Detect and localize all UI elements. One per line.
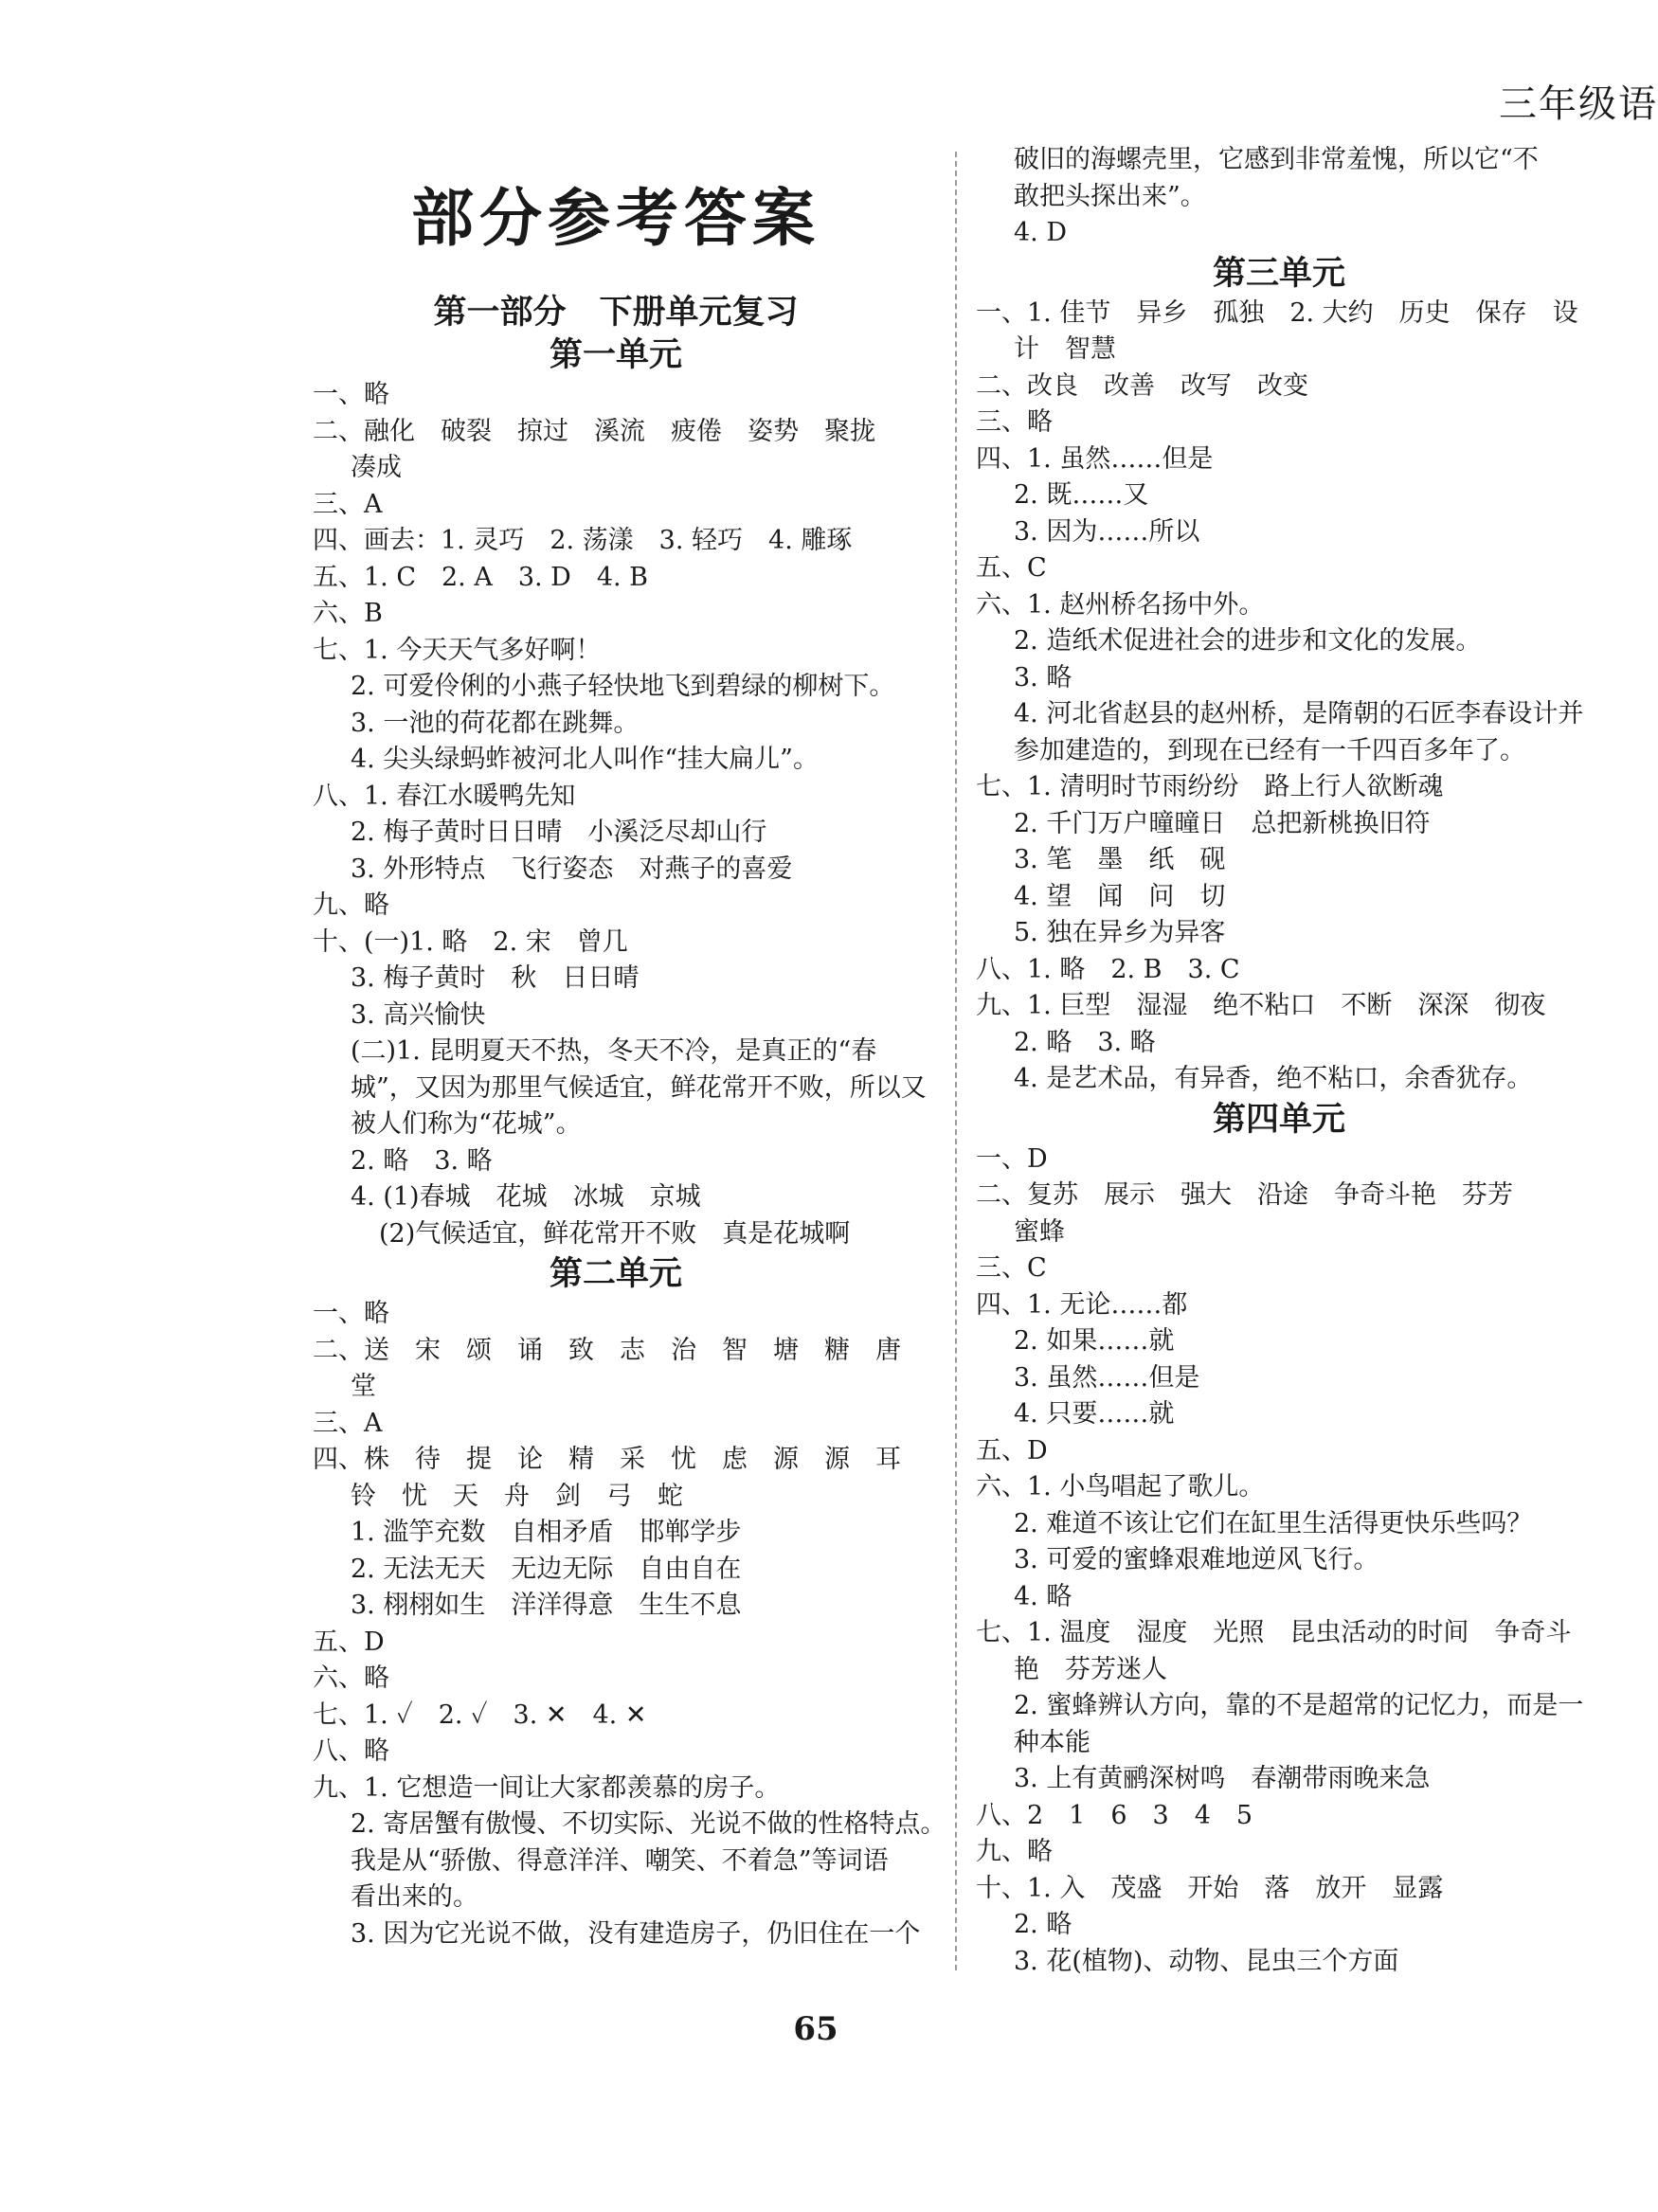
answer-line: 2. 既……又 (1014, 480, 1149, 510)
answer-line: 3. 笔 墨 纸 砚 (1014, 845, 1226, 874)
grade-subject-tab: 三年级语 (1499, 82, 1658, 126)
answer-line: 九、1. 巨型 湿湿 绝不粘口 不断 深深 彻夜 (976, 991, 1546, 1020)
answer-line: 4. 河北省赵县的赵州桥，是隋朝的石匠李春设计并 (1014, 699, 1584, 728)
answer-line: 5. 独在异乡为异客 (1014, 918, 1226, 947)
unit4-heading: 第四单元 (1212, 1099, 1345, 1139)
answer-line: 4. 尖头绿蚂蚱被河北人叫作“挂大扁儿”。 (351, 745, 819, 774)
answer-line: 参加建造的，到现在已经有一千四百多年了。 (1014, 735, 1525, 765)
answer-line: (2)气候适宜，鲜花常开不败 真是花城啊 (379, 1218, 851, 1249)
answer-line: 3. 虽然……但是 (1014, 1362, 1200, 1393)
answer-line: 看出来的。 (351, 1882, 478, 1912)
answer-line: 3. 可爱的蜜蜂艰难地逆风飞行。 (1014, 1545, 1379, 1574)
answer-line: 三、C (976, 1253, 1047, 1283)
answer-line: 三、A (313, 1408, 383, 1438)
unit1-answers (313, 377, 927, 1252)
answer-line: 2. 千门万户曈曈日 总把新桃换旧符 (1014, 808, 1431, 838)
answer-line: 4. 望 闻 问 切 (1014, 881, 1226, 911)
unit2-heading: 第二单元 (549, 1254, 682, 1293)
page-number: 65 (793, 2010, 838, 2048)
answer-line: 二、改良 改善 改写 改变 (976, 370, 1308, 401)
answer-line: 4. 只要……就 (1014, 1399, 1175, 1429)
answer-line: 2. 略 3. 略 (1014, 1027, 1156, 1057)
answer-line: 破旧的海螺壳里，它感到非常羞愧，所以它“不 (1014, 145, 1539, 174)
answer-line: 3. 因为它光说不做，没有建造房子，仍旧住在一个 (351, 1918, 921, 1949)
answer-line: 二、融化 破裂 掠过 溪流 疲倦 姿势 聚拢 (313, 416, 875, 446)
answer-line: 九、1. 它想造一间让大家都羡慕的房子。 (313, 1772, 781, 1803)
answer-line: 2. 寄居蟹有傲慢、不切实际、光说不做的性格特点。 (351, 1809, 946, 1839)
answer-line: 3. 高兴愉快 (351, 999, 486, 1030)
column-divider (955, 152, 957, 1970)
answer-line: 一、D (976, 1143, 1048, 1174)
answer-line: 3. 略 (1014, 662, 1072, 692)
answer-line: 四、1. 无论……都 (976, 1289, 1188, 1320)
answer-line: 六、B (313, 599, 383, 628)
answer-line: 五、D (976, 1435, 1048, 1466)
answer-line: 4. D (1014, 218, 1067, 247)
answer-line: 一、1. 佳节 异乡 孤独 2. 大约 历史 保存 设 (976, 297, 1578, 328)
answer-line: 九、略 (313, 890, 389, 920)
answer-line: 二、复苏 展示 强大 沿途 争奇斗艳 芬芳 (976, 1180, 1513, 1210)
answer-line: 九、略 (976, 1837, 1053, 1866)
answer-line: 2. 梅子黄时日日晴 小溪泛尽却山行 (351, 818, 767, 847)
answer-line: 蜜蜂 (1014, 1216, 1065, 1247)
answer-line: 八、2 1 6 3 4 5 (976, 1800, 1253, 1830)
answer-line: 3. 一池的荷花都在跳舞。 (351, 708, 640, 738)
answer-line: 三、略 (976, 407, 1053, 437)
answer-line: 敢把头探出来”。 (1014, 181, 1206, 211)
answer-line: 十、(一)1. 略 2. 宋 曾几 (313, 926, 628, 957)
unit3-heading: 第三单元 (1212, 253, 1345, 293)
answer-line: 八、略 (313, 1736, 389, 1766)
answer-line: 2. 可爱伶俐的小燕子轻快地飞到碧绿的柳树下。 (351, 672, 895, 701)
answer-line: 四、1. 虽然……但是 (976, 443, 1214, 474)
unit4-answers (976, 1142, 1582, 1981)
answer-line: 2. 略 (1014, 1910, 1072, 1939)
answer-line: 2. 蜜蜂辨认方向，靠的不是超常的记忆力，而是一 (1014, 1691, 1584, 1720)
answer-line: 十、1. 入 茂盛 开始 落 放开 显露 (976, 1873, 1444, 1903)
answer-line: 六、1. 小鸟唱起了歌儿。 (976, 1472, 1265, 1502)
answer-line: 计 智慧 (1014, 334, 1116, 364)
answer-line: 六、略 (313, 1663, 389, 1693)
answer-line: (二)1. 昆明夏天不热，冬天不冷，是真正的“春 (351, 1036, 877, 1066)
answer-line: 我是从“骄傲、得意洋洋、嘲笑、不着急”等词语 (351, 1845, 889, 1876)
answer-line: 五、1. C 2. A 3. D 4. B (313, 562, 649, 592)
answer-line: 3. 上有黄鹂深树鸣 春潮带雨晚来急 (1014, 1764, 1431, 1793)
answer-line: 四、株 待 提 论 精 采 忧 虑 源 源 耳 (313, 1445, 901, 1474)
answer-line: 七、1. 今天天气多好啊！ (313, 635, 602, 665)
answer-line: 凑成 (351, 453, 402, 482)
answer-line: 被人们称为“花城”。 (351, 1109, 582, 1139)
answer-line: 4. 略 (1014, 1581, 1072, 1611)
answer-line: 4. 是艺术品，有异香，绝不粘口，余香犹存。 (1014, 1064, 1533, 1093)
answer-line: 七、1. ✓ 2. ✓ 3. ✕ 4. ✕ (313, 1699, 647, 1730)
answer-line: 一、略 (313, 380, 389, 409)
answer-line: 2. 无法无天 无边无际 自由自在 (351, 1554, 742, 1584)
unit3-answers (976, 296, 1582, 1098)
answer-line: 铃 忧 天 舟 剑 弓 蛇 (351, 1481, 683, 1511)
unit2-answers (313, 1296, 946, 1952)
part-heading: 第一部分 下册单元复习 (433, 293, 799, 332)
answer-line: 3. 花(植物)、动物、昆虫三个方面 (1014, 1946, 1399, 1976)
unit2-continued-answers (976, 142, 1582, 252)
answer-line: 4. (1)春城 花城 冰城 京城 (351, 1182, 701, 1212)
answer-line: 三、A (313, 489, 383, 519)
answer-line: 八、1. 春江水暖鸭先知 (313, 781, 576, 811)
answer-line: 3. 因为……所以 (1014, 516, 1200, 547)
answer-line: 四、画去：1. 灵巧 2. 荡漾 3. 轻巧 4. 雕琢 (313, 526, 853, 555)
answer-line: 2. 造纸术促进社会的进步和文化的发展。 (1014, 626, 1482, 656)
answer-line: 二、送 宋 颂 诵 致 志 治 智 塘 糖 唐 (313, 1335, 901, 1365)
answer-line: 八、1. 略 2. B 3. C (976, 954, 1240, 984)
answer-line: 六、1. 赵州桥名扬中外。 (976, 589, 1265, 620)
answer-line: 堂 (351, 1372, 376, 1401)
answer-line: 七、1. 清明时节雨纷纷 路上行人欲断魂 (976, 772, 1444, 801)
answer-line: 五、D (313, 1627, 385, 1657)
answer-line: 2. 难道不该让它们在缸里生活得更快乐些吗？ (1014, 1508, 1533, 1538)
answer-line: 七、1. 温度 湿度 光照 昆虫活动的时间 争奇斗 (976, 1618, 1572, 1647)
answer-line: 3. 栩栩如生 洋洋得意 生生不息 (351, 1591, 742, 1620)
answer-line: 2. 略 3. 略 (351, 1145, 493, 1176)
right-column (976, 142, 1582, 1980)
answer-line: 1. 滥竽充数 自相矛盾 邯郸学步 (351, 1518, 742, 1547)
answer-line: 城”，又因为那里气候适宜，鲜花常开不败，所以又 (351, 1072, 927, 1103)
answer-line: 一、略 (313, 1299, 389, 1328)
page-title: 部分参考答案 (411, 181, 820, 255)
answer-line: 艳 芬芳迷人 (1014, 1654, 1167, 1684)
answer-line: 3. 梅子黄时 秋 日日晴 (351, 963, 640, 993)
left-column (313, 133, 946, 1952)
unit1-heading: 第一单元 (549, 335, 682, 374)
answer-line: 2. 如果……就 (1014, 1326, 1175, 1356)
answer-line: 3. 外形特点 飞行姿态 对燕子的喜爱 (351, 854, 793, 884)
answer-line: 种本能 (1014, 1727, 1090, 1757)
answer-line: 五、C (976, 553, 1047, 583)
